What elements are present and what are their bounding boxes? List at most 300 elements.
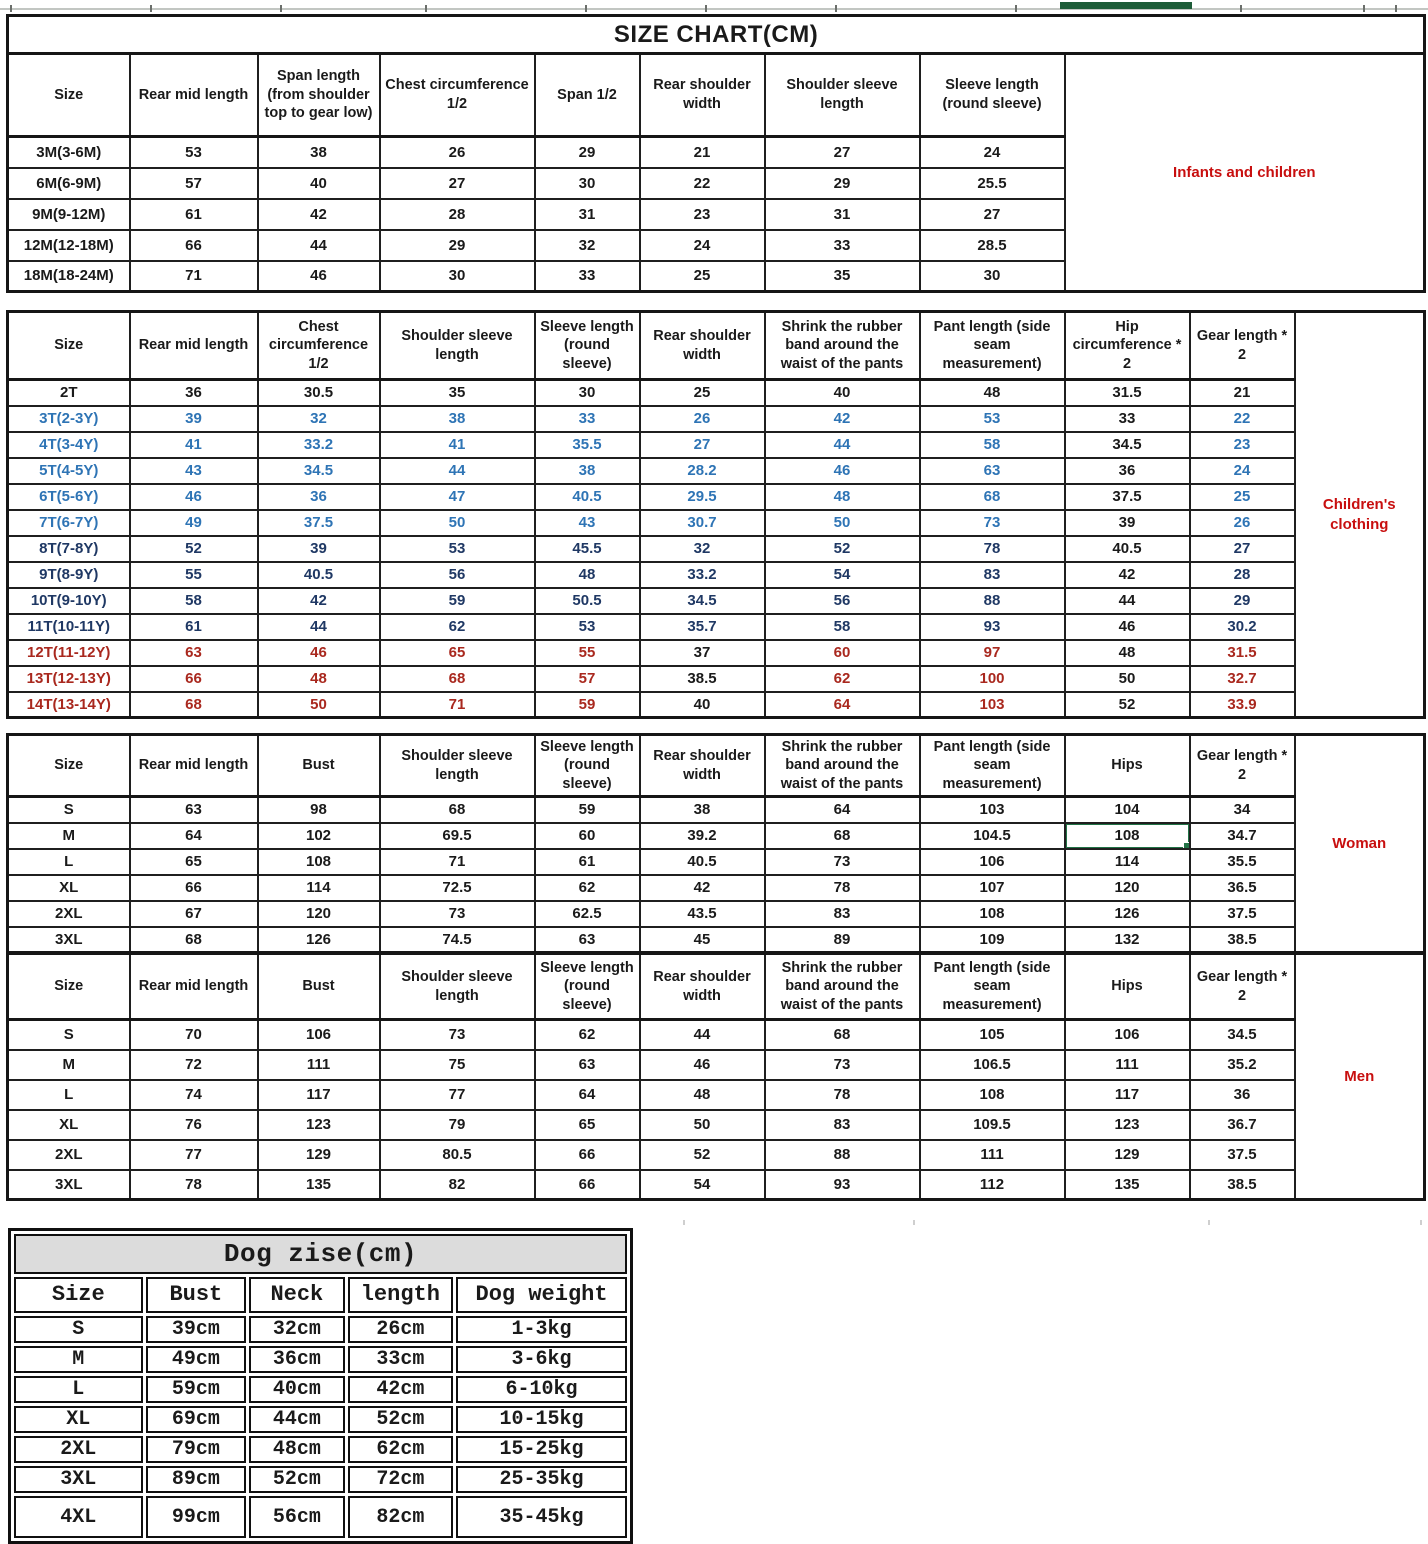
cell-xl-8[interactable]: 120	[1065, 875, 1190, 901]
cell-3m-3-6m-7[interactable]: 24	[920, 137, 1065, 168]
cell-m-2[interactable]: 102	[258, 823, 380, 849]
cell-7t-6-7y-2[interactable]: 37.5	[258, 510, 380, 536]
cell-9t-8-9y-8[interactable]: 42	[1065, 562, 1190, 588]
cell-14t-13-14y-1[interactable]: 68	[130, 692, 258, 718]
cell-8t-7-8y-6[interactable]: 52	[765, 536, 920, 562]
cell-l-8[interactable]: 114	[1065, 849, 1190, 875]
cell-l-6[interactable]: 78	[765, 1080, 920, 1110]
cell-3xl-5[interactable]: 54	[640, 1170, 765, 1200]
cell-2xl-9[interactable]: 37.5	[1190, 901, 1295, 927]
cell-6m-6-9m-0[interactable]: 6M(6-9M)	[8, 168, 130, 199]
cell-11t-10-11y-3[interactable]: 62	[380, 614, 535, 640]
cell-l-4[interactable]: 64	[535, 1080, 640, 1110]
cell-s-3[interactable]: 68	[380, 797, 535, 823]
cell-3xl-2[interactable]: 135	[258, 1170, 380, 1200]
cell-2t-1[interactable]: 36	[130, 380, 258, 406]
cell-12m-12-18m-4[interactable]: 32	[535, 230, 640, 261]
cell-10t-9-10y-4[interactable]: 50.5	[535, 588, 640, 614]
cell-9m-9-12m-7[interactable]: 27	[920, 199, 1065, 230]
cell-xl-4[interactable]: 65	[535, 1110, 640, 1140]
cell-11t-10-11y-1[interactable]: 61	[130, 614, 258, 640]
cell-14t-13-14y-7[interactable]: 103	[920, 692, 1065, 718]
cell-3t-2-3y-1[interactable]: 39	[130, 406, 258, 432]
cell-m-0[interactable]: M	[8, 823, 130, 849]
cell-3m-3-6m-4[interactable]: 29	[535, 137, 640, 168]
cell-3xl-4[interactable]: 66	[535, 1170, 640, 1200]
cell-10t-9-10y-6[interactable]: 56	[765, 588, 920, 614]
cell-xl-5[interactable]: 42	[640, 875, 765, 901]
group-label-men[interactable]: Men	[1295, 954, 1425, 1200]
cell-13t-12-13y-6[interactable]: 62	[765, 666, 920, 692]
cell-9t-8-9y-2[interactable]: 40.5	[258, 562, 380, 588]
col-header-size[interactable]: Size	[8, 735, 130, 797]
cell-xl-2[interactable]: 123	[258, 1110, 380, 1140]
group-label-infants[interactable]: Infants and children	[1065, 54, 1425, 292]
col-header-rear-shoulder-width[interactable]: Rear shoulder width	[640, 735, 765, 797]
cell-11t-10-11y-6[interactable]: 58	[765, 614, 920, 640]
cell-4t-3-4y-1[interactable]: 41	[130, 432, 258, 458]
cell-3t-2-3y-0[interactable]: 3T(2-3Y)	[8, 406, 130, 432]
cell-7t-6-7y-6[interactable]: 50	[765, 510, 920, 536]
col-header-span-length-from-shoulder-top-to-gear-low[interactable]: Span length (from shoulder top to gear low)	[258, 54, 380, 137]
cell-5t-4-5y-9[interactable]: 24	[1190, 458, 1295, 484]
cell-14t-13-14y-6[interactable]: 64	[765, 692, 920, 718]
cell-l-2[interactable]: 108	[258, 849, 380, 875]
cell-4t-3-4y-8[interactable]: 34.5	[1065, 432, 1190, 458]
cell-l-6[interactable]: 73	[765, 849, 920, 875]
cell-7t-6-7y-5[interactable]: 30.7	[640, 510, 765, 536]
cell-12m-12-18m-0[interactable]: 12M(12-18M)	[8, 230, 130, 261]
cell-6t-5-6y-6[interactable]: 48	[765, 484, 920, 510]
cell-9t-8-9y-9[interactable]: 28	[1190, 562, 1295, 588]
cell-18m-18-24m-0[interactable]: 18M(18-24M)	[8, 261, 130, 292]
cell-s-7[interactable]: 105	[920, 1020, 1065, 1050]
cell-3xl-8[interactable]: 135	[1065, 1170, 1190, 1200]
cell-3xl-1[interactable]: 89cm	[146, 1466, 246, 1493]
cell-6m-6-9m-4[interactable]: 30	[535, 168, 640, 199]
cell-2t-9[interactable]: 21	[1190, 380, 1295, 406]
cell-4t-3-4y-6[interactable]: 44	[765, 432, 920, 458]
col-header-hips[interactable]: Hips	[1065, 735, 1190, 797]
col-header-neck[interactable]: Neck	[249, 1277, 344, 1313]
cell-xl-2[interactable]: 44cm	[249, 1406, 344, 1433]
cell-3xl-4[interactable]: 25-35kg	[456, 1466, 627, 1493]
cell-3m-3-6m-5[interactable]: 21	[640, 137, 765, 168]
col-header-shrink-the-rubber-band-around-the-waist-of-the-pants[interactable]: Shrink the rubber band around the waist of the pants	[765, 954, 920, 1020]
cell-12m-12-18m-3[interactable]: 29	[380, 230, 535, 261]
cell-14t-13-14y-2[interactable]: 50	[258, 692, 380, 718]
cell-18m-18-24m-1[interactable]: 71	[130, 261, 258, 292]
cell-m-3[interactable]: 75	[380, 1050, 535, 1080]
cell-7t-6-7y-4[interactable]: 43	[535, 510, 640, 536]
cell-l-9[interactable]: 35.5	[1190, 849, 1295, 875]
cell-9m-9-12m-3[interactable]: 28	[380, 199, 535, 230]
cell-6m-6-9m-7[interactable]: 25.5	[920, 168, 1065, 199]
cell-6t-5-6y-2[interactable]: 36	[258, 484, 380, 510]
cell-10t-9-10y-5[interactable]: 34.5	[640, 588, 765, 614]
cell-11t-10-11y-0[interactable]: 11T(10-11Y)	[8, 614, 130, 640]
cell-13t-12-13y-2[interactable]: 48	[258, 666, 380, 692]
cell-m-1[interactable]: 49cm	[146, 1346, 246, 1373]
cell-s-4[interactable]: 62	[535, 1020, 640, 1050]
cell-m-3[interactable]: 33cm	[348, 1346, 454, 1373]
cell-s-3[interactable]: 73	[380, 1020, 535, 1050]
cell-xl-2[interactable]: 114	[258, 875, 380, 901]
cell-2t-7[interactable]: 48	[920, 380, 1065, 406]
cell-xl-7[interactable]: 107	[920, 875, 1065, 901]
cell-5t-4-5y-0[interactable]: 5T(4-5Y)	[8, 458, 130, 484]
cell-18m-18-24m-2[interactable]: 46	[258, 261, 380, 292]
cell-s-6[interactable]: 68	[765, 1020, 920, 1050]
cell-13t-12-13y-5[interactable]: 38.5	[640, 666, 765, 692]
cell-4xl-4[interactable]: 35-45kg	[456, 1496, 627, 1538]
col-header-shoulder-sleeve-length[interactable]: Shoulder sleeve length	[380, 735, 535, 797]
cell-l-2[interactable]: 117	[258, 1080, 380, 1110]
cell-3xl-2[interactable]: 126	[258, 927, 380, 953]
cell-2xl-3[interactable]: 80.5	[380, 1140, 535, 1170]
cell-2t-0[interactable]: 2T	[8, 380, 130, 406]
cell-xl-6[interactable]: 83	[765, 1110, 920, 1140]
cell-l-1[interactable]: 74	[130, 1080, 258, 1110]
cell-3m-3-6m-3[interactable]: 26	[380, 137, 535, 168]
cell-10t-9-10y-9[interactable]: 29	[1190, 588, 1295, 614]
col-header-span-1-2[interactable]: Span 1/2	[535, 54, 640, 137]
cell-5t-4-5y-8[interactable]: 36	[1065, 458, 1190, 484]
cell-3t-2-3y-4[interactable]: 33	[535, 406, 640, 432]
cell-6t-5-6y-0[interactable]: 6T(5-6Y)	[8, 484, 130, 510]
cell-s-1[interactable]: 70	[130, 1020, 258, 1050]
cell-2t-2[interactable]: 30.5	[258, 380, 380, 406]
cell-l-1[interactable]: 59cm	[146, 1376, 246, 1403]
col-header-pant-length-side-seam-measurement[interactable]: Pant length (side seam measurement)	[920, 312, 1065, 380]
col-header-hip-circumference-2[interactable]: Hip circumference * 2	[1065, 312, 1190, 380]
cell-m-1[interactable]: 64	[130, 823, 258, 849]
cell-l-0[interactable]: L	[8, 1080, 130, 1110]
cell-3xl-8[interactable]: 132	[1065, 927, 1190, 953]
cell-10t-9-10y-2[interactable]: 42	[258, 588, 380, 614]
cell-12m-12-18m-7[interactable]: 28.5	[920, 230, 1065, 261]
cell-l-5[interactable]: 40.5	[640, 849, 765, 875]
col-header-sleeve-length-round-sleeve[interactable]: Sleeve length (round sleeve)	[535, 312, 640, 380]
cell-6m-6-9m-3[interactable]: 27	[380, 168, 535, 199]
cell-3xl-5[interactable]: 45	[640, 927, 765, 953]
cell-5t-4-5y-1[interactable]: 43	[130, 458, 258, 484]
cell-5t-4-5y-3[interactable]: 44	[380, 458, 535, 484]
cell-9m-9-12m-4[interactable]: 31	[535, 199, 640, 230]
cell-3m-3-6m-6[interactable]: 27	[765, 137, 920, 168]
col-header-gear-length-2[interactable]: Gear length * 2	[1190, 312, 1295, 380]
cell-2xl-7[interactable]: 108	[920, 901, 1065, 927]
col-header-rear-shoulder-width[interactable]: Rear shoulder width	[640, 312, 765, 380]
cell-l-4[interactable]: 6-10kg	[456, 1376, 627, 1403]
cell-2t-5[interactable]: 25	[640, 380, 765, 406]
cell-xl-7[interactable]: 109.5	[920, 1110, 1065, 1140]
cell-18m-18-24m-6[interactable]: 35	[765, 261, 920, 292]
cell-2xl-2[interactable]: 129	[258, 1140, 380, 1170]
cell-7t-6-7y-3[interactable]: 50	[380, 510, 535, 536]
cell-13t-12-13y-4[interactable]: 57	[535, 666, 640, 692]
cell-2xl-1[interactable]: 79cm	[146, 1436, 246, 1463]
cell-xl-6[interactable]: 78	[765, 875, 920, 901]
col-header-sleeve-length-round-sleeve[interactable]: Sleeve length (round sleeve)	[535, 735, 640, 797]
cell-2xl-6[interactable]: 88	[765, 1140, 920, 1170]
cell-m-7[interactable]: 106.5	[920, 1050, 1065, 1080]
cell-s-0[interactable]: S	[8, 797, 130, 823]
col-header-gear-length-2[interactable]: Gear length * 2	[1190, 954, 1295, 1020]
cell-s-9[interactable]: 34	[1190, 797, 1295, 823]
cell-3xl-3[interactable]: 82	[380, 1170, 535, 1200]
col-header-size[interactable]: Size	[8, 312, 130, 380]
cell-14t-13-14y-3[interactable]: 71	[380, 692, 535, 718]
cell-s-6[interactable]: 64	[765, 797, 920, 823]
cell-l-9[interactable]: 36	[1190, 1080, 1295, 1110]
cell-12t-11-12y-8[interactable]: 48	[1065, 640, 1190, 666]
cell-11t-10-11y-4[interactable]: 53	[535, 614, 640, 640]
cell-m-2[interactable]: 111	[258, 1050, 380, 1080]
col-header-rear-mid-length[interactable]: Rear mid length	[130, 312, 258, 380]
cell-l-4[interactable]: 61	[535, 849, 640, 875]
cell-3xl-6[interactable]: 89	[765, 927, 920, 953]
col-header-sleeve-length-round-sleeve[interactable]: Sleeve length (round sleeve)	[535, 954, 640, 1020]
cell-m-8[interactable]: 111	[1065, 1050, 1190, 1080]
cell-m-9[interactable]: 35.2	[1190, 1050, 1295, 1080]
cell-3t-2-3y-7[interactable]: 53	[920, 406, 1065, 432]
col-header-bust[interactable]: Bust	[146, 1277, 246, 1313]
cell-12t-11-12y-2[interactable]: 46	[258, 640, 380, 666]
cell-3xl-0[interactable]: 3XL	[14, 1466, 143, 1493]
cell-3xl-9[interactable]: 38.5	[1190, 927, 1295, 953]
cell-8t-7-8y-4[interactable]: 45.5	[535, 536, 640, 562]
cell-13t-12-13y-1[interactable]: 66	[130, 666, 258, 692]
cell-s-8[interactable]: 106	[1065, 1020, 1190, 1050]
col-header-bust[interactable]: Bust	[258, 735, 380, 797]
cell-3t-2-3y-5[interactable]: 26	[640, 406, 765, 432]
cell-5t-4-5y-5[interactable]: 28.2	[640, 458, 765, 484]
cell-6t-5-6y-8[interactable]: 37.5	[1065, 484, 1190, 510]
cell-2xl-5[interactable]: 43.5	[640, 901, 765, 927]
cell-9m-9-12m-6[interactable]: 31	[765, 199, 920, 230]
cell-3t-2-3y-2[interactable]: 32	[258, 406, 380, 432]
cell-s-2[interactable]: 106	[258, 1020, 380, 1050]
cell-xl-0[interactable]: XL	[8, 1110, 130, 1140]
cell-s-4[interactable]: 1-3kg	[456, 1316, 627, 1343]
cell-8t-7-8y-5[interactable]: 32	[640, 536, 765, 562]
cell-3xl-1[interactable]: 68	[130, 927, 258, 953]
cell-m-3[interactable]: 69.5	[380, 823, 535, 849]
cell-s-2[interactable]: 32cm	[249, 1316, 344, 1343]
cell-6m-6-9m-6[interactable]: 29	[765, 168, 920, 199]
cell-3m-3-6m-1[interactable]: 53	[130, 137, 258, 168]
cell-11t-10-11y-9[interactable]: 30.2	[1190, 614, 1295, 640]
cell-xl-1[interactable]: 76	[130, 1110, 258, 1140]
cell-4xl-1[interactable]: 99cm	[146, 1496, 246, 1538]
col-header-shoulder-sleeve-length[interactable]: Shoulder sleeve length	[765, 54, 920, 137]
cell-9m-9-12m-1[interactable]: 61	[130, 199, 258, 230]
cell-8t-7-8y-2[interactable]: 39	[258, 536, 380, 562]
cell-s-1[interactable]: 63	[130, 797, 258, 823]
col-header-size[interactable]: Size	[8, 954, 130, 1020]
cell-2xl-3[interactable]: 62cm	[348, 1436, 454, 1463]
cell-12t-11-12y-1[interactable]: 63	[130, 640, 258, 666]
cell-6t-5-6y-5[interactable]: 29.5	[640, 484, 765, 510]
cell-2xl-5[interactable]: 52	[640, 1140, 765, 1170]
col-header-rear-mid-length[interactable]: Rear mid length	[130, 54, 258, 137]
cell-3xl-0[interactable]: 3XL	[8, 927, 130, 953]
cell-14t-13-14y-8[interactable]: 52	[1065, 692, 1190, 718]
cell-2xl-9[interactable]: 37.5	[1190, 1140, 1295, 1170]
cell-3xl-7[interactable]: 109	[920, 927, 1065, 953]
cell-9t-8-9y-0[interactable]: 9T(8-9Y)	[8, 562, 130, 588]
cell-m-0[interactable]: M	[14, 1346, 143, 1373]
cell-2xl-4[interactable]: 62.5	[535, 901, 640, 927]
cell-6t-5-6y-1[interactable]: 46	[130, 484, 258, 510]
cell-s-1[interactable]: 39cm	[146, 1316, 246, 1343]
cell-l-1[interactable]: 65	[130, 849, 258, 875]
cell-12m-12-18m-6[interactable]: 33	[765, 230, 920, 261]
cell-m-2[interactable]: 36cm	[249, 1346, 344, 1373]
cell-m-6[interactable]: 68	[765, 823, 920, 849]
cell-8t-7-8y-8[interactable]: 40.5	[1065, 536, 1190, 562]
cell-9m-9-12m-5[interactable]: 23	[640, 199, 765, 230]
cell-s-3[interactable]: 26cm	[348, 1316, 454, 1343]
cell-10t-9-10y-0[interactable]: 10T(9-10Y)	[8, 588, 130, 614]
col-header-chest-circumference-1-2[interactable]: Chest circumference 1/2	[258, 312, 380, 380]
cell-m-5[interactable]: 46	[640, 1050, 765, 1080]
cell-s-7[interactable]: 103	[920, 797, 1065, 823]
col-header-shrink-the-rubber-band-around-the-waist-of-the-pants[interactable]: Shrink the rubber band around the waist of the pants	[765, 312, 920, 380]
cell-12m-12-18m-2[interactable]: 44	[258, 230, 380, 261]
cell-13t-12-13y-7[interactable]: 100	[920, 666, 1065, 692]
cell-2t-3[interactable]: 35	[380, 380, 535, 406]
cell-m-8[interactable]: 108	[1065, 823, 1190, 849]
cell-6t-5-6y-7[interactable]: 68	[920, 484, 1065, 510]
cell-2xl-7[interactable]: 111	[920, 1140, 1065, 1170]
cell-6m-6-9m-2[interactable]: 40	[258, 168, 380, 199]
cell-xl-0[interactable]: XL	[14, 1406, 143, 1433]
cell-4t-3-4y-4[interactable]: 35.5	[535, 432, 640, 458]
cell-xl-0[interactable]: XL	[8, 875, 130, 901]
cell-7t-6-7y-1[interactable]: 49	[130, 510, 258, 536]
cell-6t-5-6y-9[interactable]: 25	[1190, 484, 1295, 510]
cell-2xl-1[interactable]: 67	[130, 901, 258, 927]
cell-xl-4[interactable]: 62	[535, 875, 640, 901]
cell-8t-7-8y-7[interactable]: 78	[920, 536, 1065, 562]
cell-3xl-1[interactable]: 78	[130, 1170, 258, 1200]
cell-2t-6[interactable]: 40	[765, 380, 920, 406]
cell-3xl-9[interactable]: 38.5	[1190, 1170, 1295, 1200]
cell-5t-4-5y-4[interactable]: 38	[535, 458, 640, 484]
cell-2xl-8[interactable]: 129	[1065, 1140, 1190, 1170]
cell-4t-3-4y-0[interactable]: 4T(3-4Y)	[8, 432, 130, 458]
cell-xl-1[interactable]: 66	[130, 875, 258, 901]
cell-9t-8-9y-4[interactable]: 48	[535, 562, 640, 588]
cell-m-0[interactable]: M	[8, 1050, 130, 1080]
cell-12m-12-18m-5[interactable]: 24	[640, 230, 765, 261]
cell-xl-9[interactable]: 36.7	[1190, 1110, 1295, 1140]
cell-s-2[interactable]: 98	[258, 797, 380, 823]
cell-4t-3-4y-2[interactable]: 33.2	[258, 432, 380, 458]
cell-2xl-8[interactable]: 126	[1065, 901, 1190, 927]
cell-6m-6-9m-5[interactable]: 22	[640, 168, 765, 199]
cell-l-3[interactable]: 77	[380, 1080, 535, 1110]
group-label-children[interactable]: Children's clothing	[1295, 312, 1425, 718]
col-header-size[interactable]: Size	[8, 54, 130, 137]
cell-xl-9[interactable]: 36.5	[1190, 875, 1295, 901]
cell-12t-11-12y-0[interactable]: 12T(11-12Y)	[8, 640, 130, 666]
col-header-length[interactable]: length	[348, 1277, 454, 1313]
cell-m-1[interactable]: 72	[130, 1050, 258, 1080]
cell-8t-7-8y-3[interactable]: 53	[380, 536, 535, 562]
cell-14t-13-14y-4[interactable]: 59	[535, 692, 640, 718]
cell-14t-13-14y-0[interactable]: 14T(13-14Y)	[8, 692, 130, 718]
cell-m-7[interactable]: 104.5	[920, 823, 1065, 849]
cell-2xl-2[interactable]: 120	[258, 901, 380, 927]
cell-11t-10-11y-8[interactable]: 46	[1065, 614, 1190, 640]
cell-8t-7-8y-0[interactable]: 8T(7-8Y)	[8, 536, 130, 562]
cell-7t-6-7y-8[interactable]: 39	[1065, 510, 1190, 536]
cell-3xl-3[interactable]: 72cm	[348, 1466, 454, 1493]
cell-4xl-3[interactable]: 82cm	[348, 1496, 454, 1538]
cell-12m-12-18m-1[interactable]: 66	[130, 230, 258, 261]
col-header-rear-shoulder-width[interactable]: Rear shoulder width	[640, 54, 765, 137]
cell-18m-18-24m-4[interactable]: 33	[535, 261, 640, 292]
col-header-shoulder-sleeve-length[interactable]: Shoulder sleeve length	[380, 312, 535, 380]
cell-12t-11-12y-6[interactable]: 60	[765, 640, 920, 666]
col-header-rear-shoulder-width[interactable]: Rear shoulder width	[640, 954, 765, 1020]
col-header-size[interactable]: Size	[14, 1277, 143, 1313]
cell-13t-12-13y-0[interactable]: 13T(12-13Y)	[8, 666, 130, 692]
cell-2t-8[interactable]: 31.5	[1065, 380, 1190, 406]
cell-4t-3-4y-5[interactable]: 27	[640, 432, 765, 458]
cell-3t-2-3y-9[interactable]: 22	[1190, 406, 1295, 432]
col-header-gear-length-2[interactable]: Gear length * 2	[1190, 735, 1295, 797]
cell-2xl-0[interactable]: 2XL	[8, 1140, 130, 1170]
cell-14t-13-14y-5[interactable]: 40	[640, 692, 765, 718]
cell-9m-9-12m-2[interactable]: 42	[258, 199, 380, 230]
cell-18m-18-24m-3[interactable]: 30	[380, 261, 535, 292]
cell-2xl-1[interactable]: 77	[130, 1140, 258, 1170]
cell-10t-9-10y-1[interactable]: 58	[130, 588, 258, 614]
cell-9t-8-9y-5[interactable]: 33.2	[640, 562, 765, 588]
group-label-woman[interactable]: Woman	[1295, 735, 1425, 953]
cell-13t-12-13y-8[interactable]: 50	[1065, 666, 1190, 692]
cell-2xl-4[interactable]: 15-25kg	[456, 1436, 627, 1463]
col-header-rear-mid-length[interactable]: Rear mid length	[130, 735, 258, 797]
cell-18m-18-24m-7[interactable]: 30	[920, 261, 1065, 292]
cell-3xl-4[interactable]: 63	[535, 927, 640, 953]
cell-13t-12-13y-9[interactable]: 32.7	[1190, 666, 1295, 692]
cell-8t-7-8y-1[interactable]: 52	[130, 536, 258, 562]
cell-s-0[interactable]: S	[8, 1020, 130, 1050]
cell-xl-1[interactable]: 69cm	[146, 1406, 246, 1433]
cell-xl-4[interactable]: 10-15kg	[456, 1406, 627, 1433]
col-header-sleeve-length-round-sleeve[interactable]: Sleeve length (round sleeve)	[920, 54, 1065, 137]
cell-2xl-0[interactable]: 2XL	[8, 901, 130, 927]
cell-5t-4-5y-6[interactable]: 46	[765, 458, 920, 484]
cell-m-4[interactable]: 60	[535, 823, 640, 849]
cell-l-3[interactable]: 42cm	[348, 1376, 454, 1403]
cell-xl-3[interactable]: 79	[380, 1110, 535, 1140]
cell-l-8[interactable]: 117	[1065, 1080, 1190, 1110]
cell-9t-8-9y-1[interactable]: 55	[130, 562, 258, 588]
cell-s-9[interactable]: 34.5	[1190, 1020, 1295, 1050]
col-header-hips[interactable]: Hips	[1065, 954, 1190, 1020]
cell-4t-3-4y-9[interactable]: 23	[1190, 432, 1295, 458]
cell-l-3[interactable]: 71	[380, 849, 535, 875]
cell-9m-9-12m-0[interactable]: 9M(9-12M)	[8, 199, 130, 230]
cell-10t-9-10y-7[interactable]: 88	[920, 588, 1065, 614]
cell-2xl-6[interactable]: 83	[765, 901, 920, 927]
